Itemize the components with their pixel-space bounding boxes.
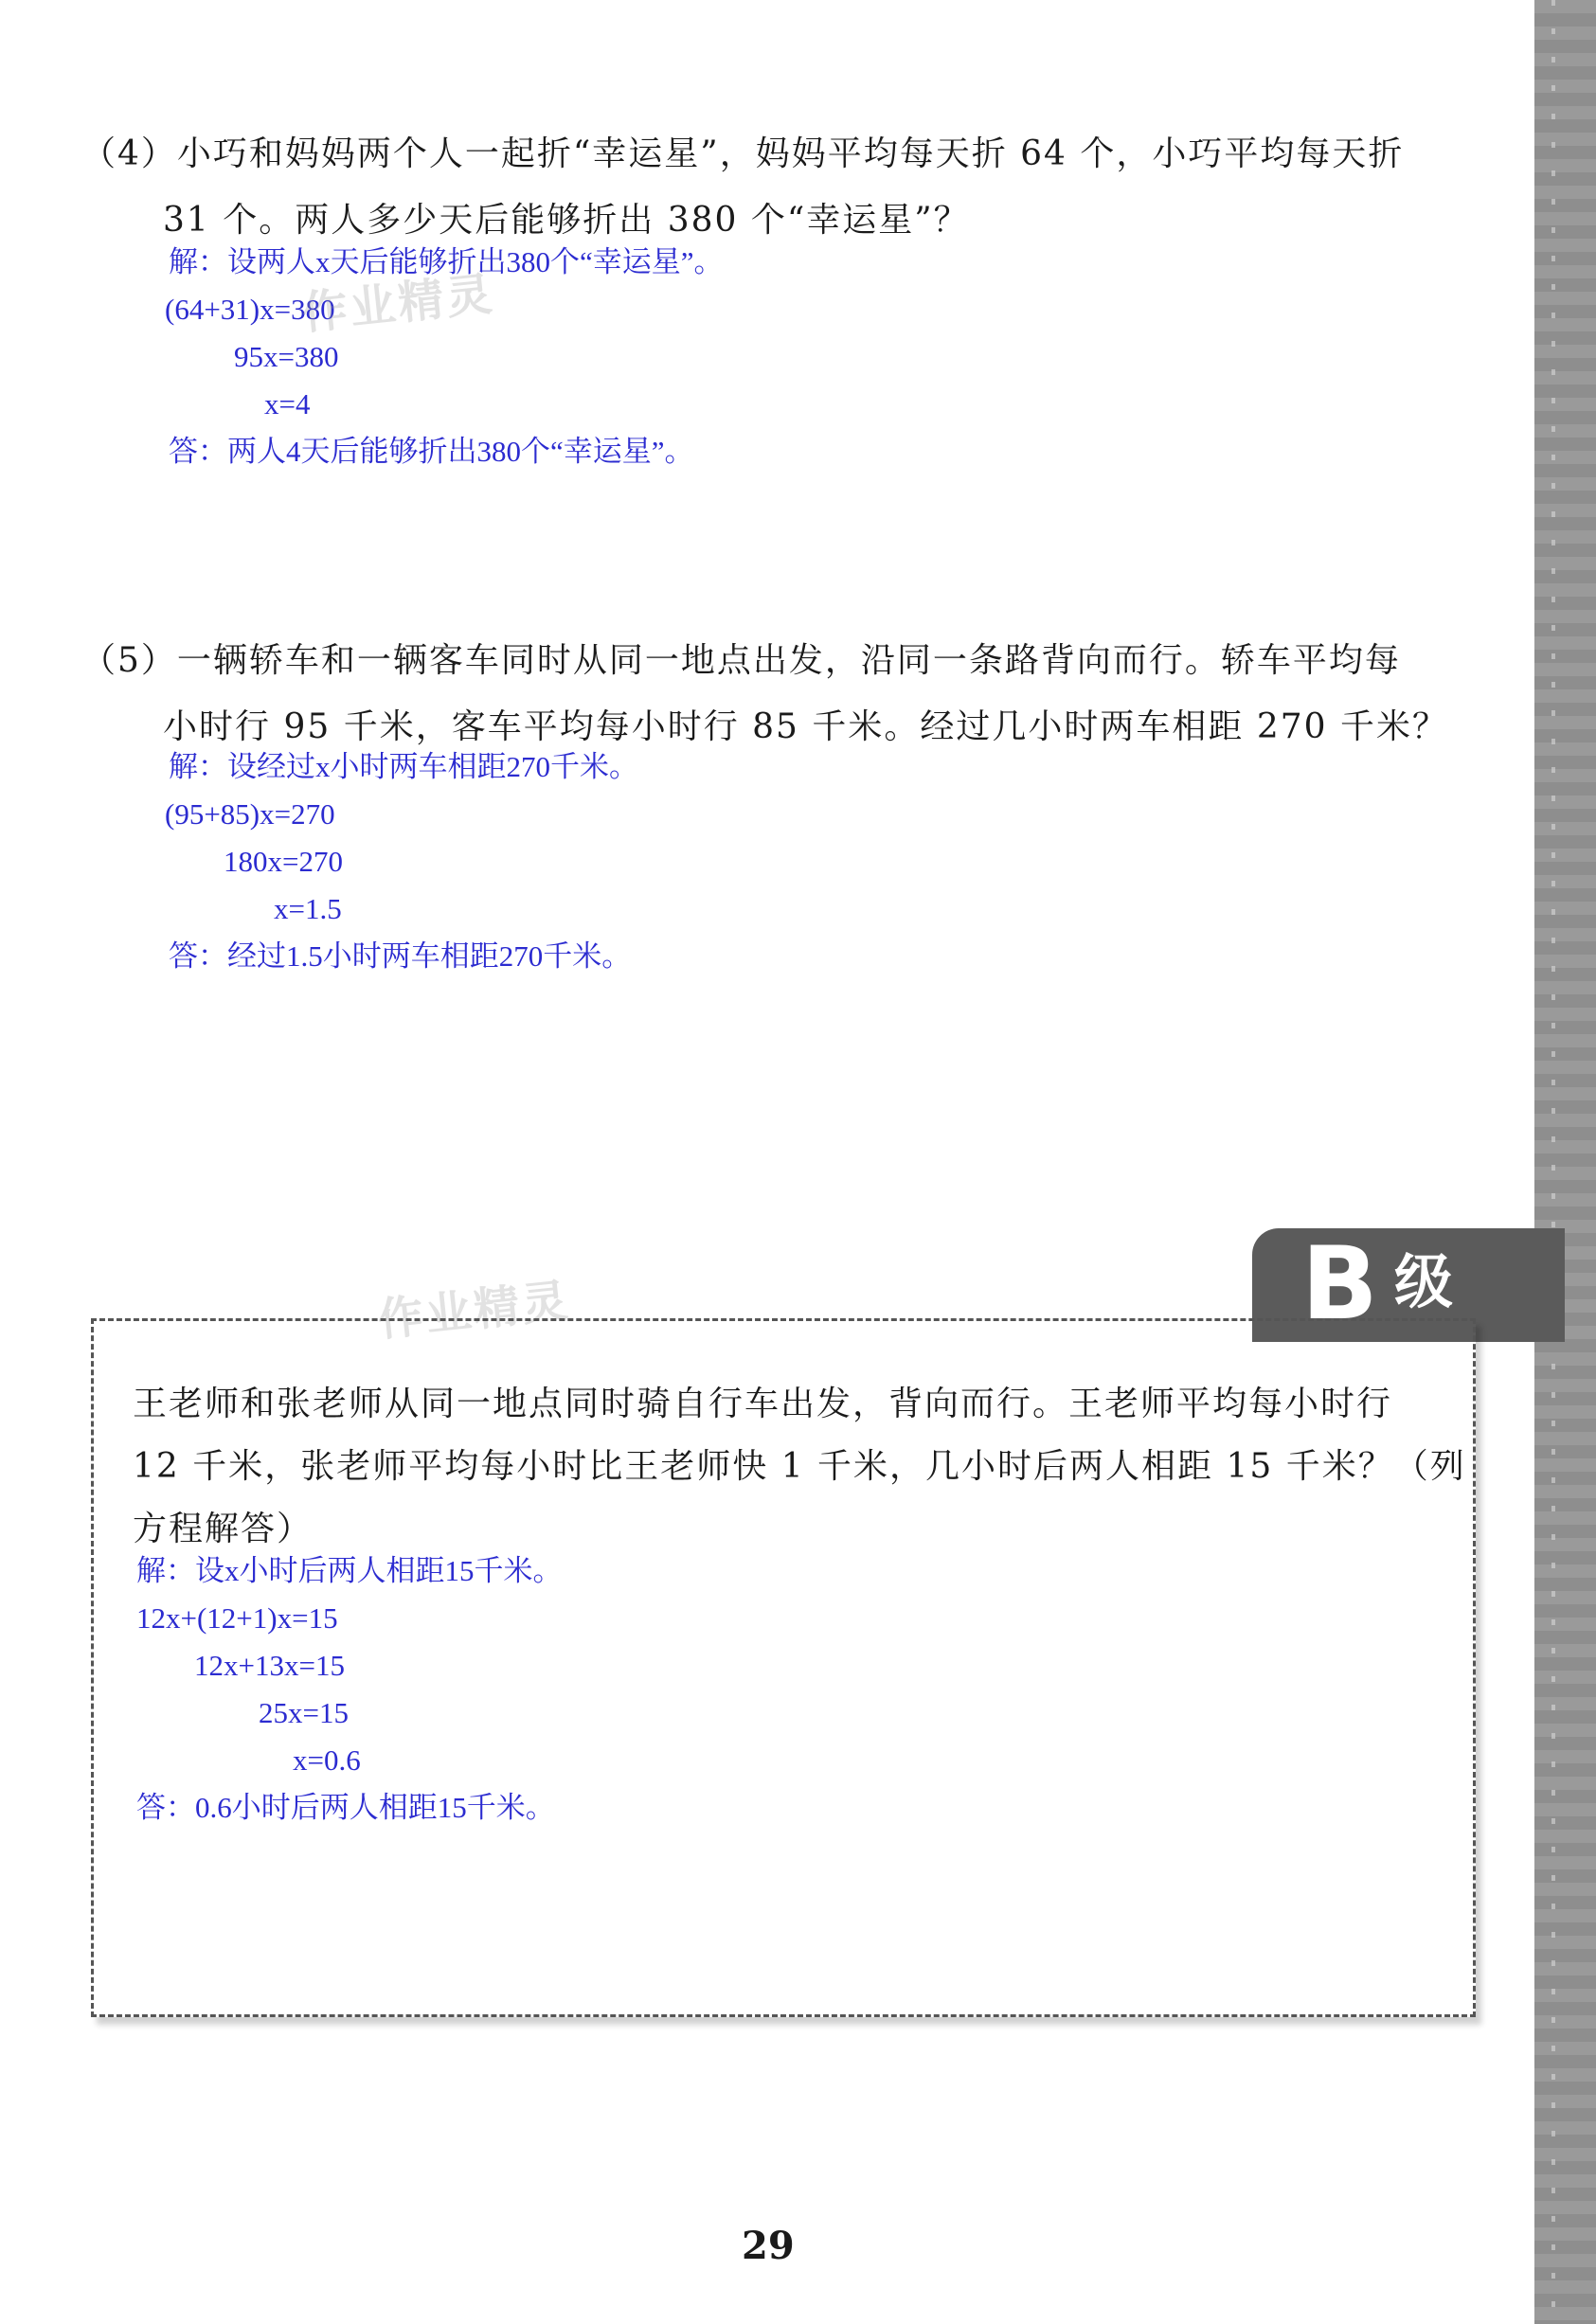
level-b-letter: B — [1301, 1225, 1378, 1342]
level-b-label: 级 — [1394, 1247, 1454, 1316]
q5-line2: 小时行 95 千米，客车平均每小时行 85 千米。经过几小时两车相距 270 千米？ — [163, 707, 1448, 746]
b-answer-equation-4: x=0.6 — [293, 1743, 361, 1777]
b-question-line3: 方程解答） — [133, 1510, 314, 1548]
page-number: 29 — [742, 2224, 795, 2268]
q4-answer-let: 解：设两人x天后能够折出380个“幸运星”。 — [169, 245, 724, 278]
q5-answer-equation-2: 180x=270 — [224, 845, 343, 878]
b-answer-equation-2: 12x+13x=15 — [194, 1649, 345, 1682]
b-question-line2: 12 千米，张老师平均每小时比王老师快 1 千米，几小时后两人相距 15 千米？（列 — [133, 1447, 1466, 1486]
q4-answer-conclusion: 答：两人4天后能够折出380个“幸运星”。 — [169, 435, 694, 468]
q5-answer-equation-1: (95+85)x=270 — [165, 797, 335, 831]
q5-answer-let: 解：设经过x小时两车相距270千米。 — [169, 750, 638, 783]
b-question-line1: 王老师和张老师从同一地点同时骑自行车出发，背向而行。王老师平均每小时行 — [133, 1385, 1393, 1423]
b-answer-let: 解：设x小时后两人相距15千米。 — [136, 1554, 563, 1587]
b-answer-equation-1: 12x+(12+1)x=15 — [136, 1601, 338, 1635]
b-answer-conclusion: 答：0.6小时后两人相距15千米。 — [136, 1791, 555, 1824]
q4-answer-equation-3: x=4 — [264, 387, 311, 420]
page-edge-strip — [1534, 0, 1596, 2324]
q5-answer-conclusion: 答：经过1.5小时两车相距270千米。 — [169, 939, 632, 973]
q4-line1: （4）小巧和妈妈两个人一起折“幸运星”，妈妈平均每天折 64 个，小巧平均每天折 — [81, 134, 1405, 173]
q4-line2: 31 个。两人多少天后能够折出 380 个“幸运星”？ — [163, 201, 970, 240]
watermark-text-1: 作业精灵 — [299, 267, 497, 341]
q5-line1: （5）一辆轿车和一辆客车同时从同一地点出发，沿同一条路背向而行。轿车平均每 — [81, 641, 1401, 680]
watermark-text-2: 作业精灵 — [375, 1274, 573, 1348]
q4-answer-equation-1: (64+31)x=380 — [165, 293, 335, 326]
b-answer-equation-3: 25x=15 — [259, 1696, 349, 1729]
q4-answer-equation-2: 95x=380 — [234, 340, 339, 373]
q5-answer-equation-3: x=1.5 — [274, 892, 342, 925]
